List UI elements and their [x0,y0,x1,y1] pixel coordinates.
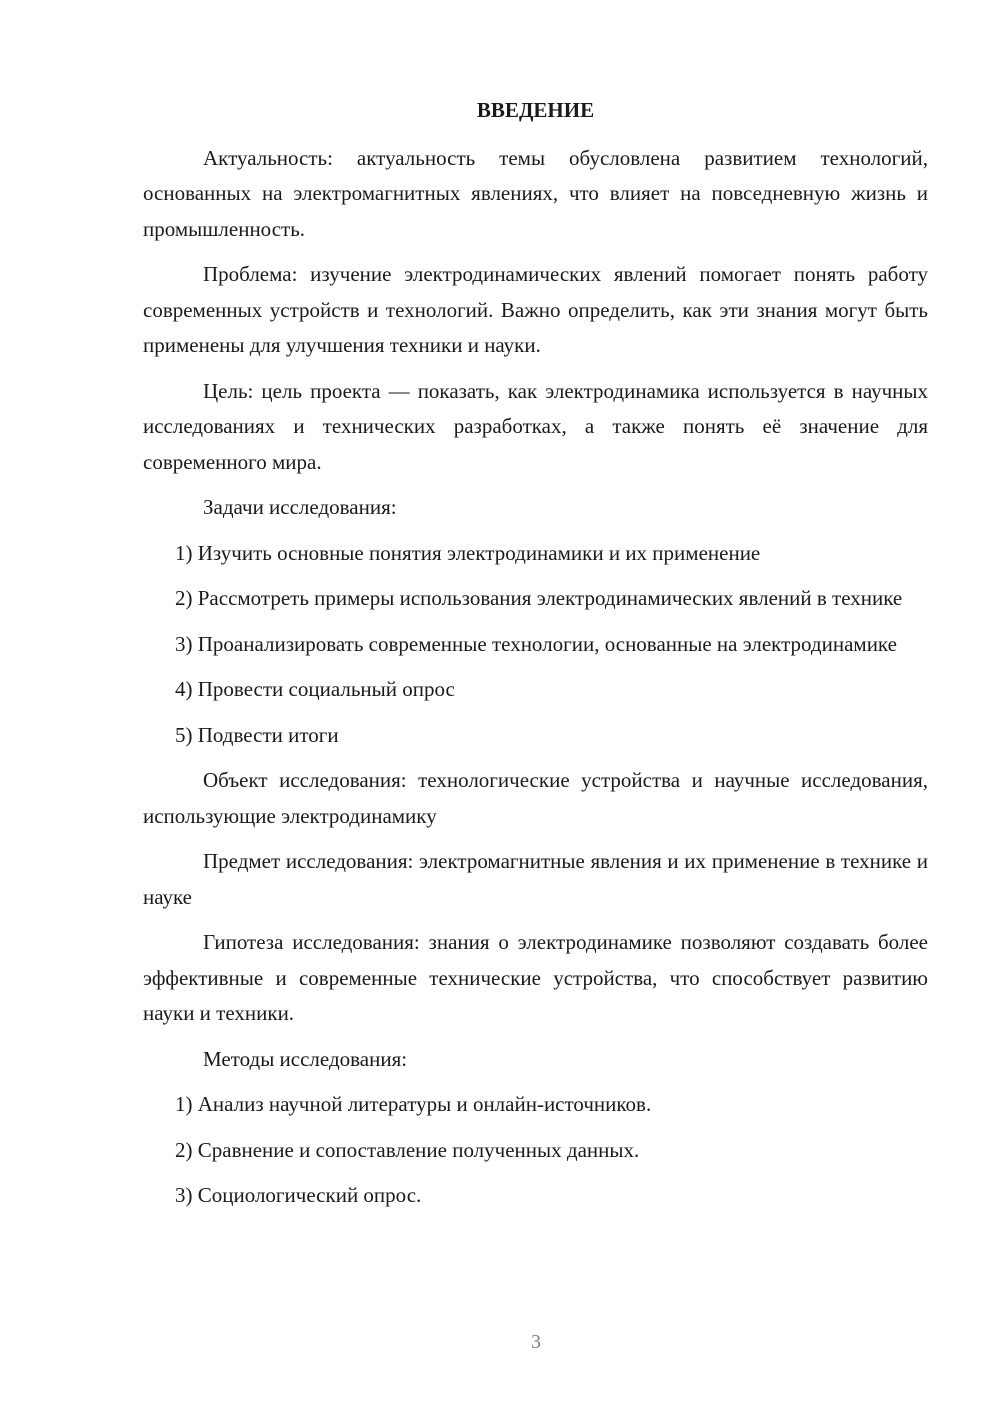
tasks-heading: Задачи исследования: [203,495,397,519]
object-paragraph: Объект исследования: технологические устройства и научные исследования, использующие электродинамику [143,768,928,828]
methods-heading: Методы исследования: [203,1046,408,1071]
page-number: 3 [531,1331,541,1353]
method-item: 2) Сравнение и сопоставление полученных данных. [175,1137,640,1162]
problem-paragraph: Проблема: изучение электродинамических явлений помогает понять работу современных устройств и технологий. Важно определить, как эти знания могут быть применены для улучшения техники и науки. [143,262,928,357]
hypothesis-paragraph: Гипотеза исследования: знания о электродинамике позволяют создавать более эффективные и современные технические устройства, что способствует развитию науки и техники. [143,930,928,1025]
subject-paragraph: Предмет исследования: электромагнитные явления и их применение в технике и науке [143,849,928,909]
task-item: 5) Подвести итоги [175,722,339,747]
goal-paragraph: Цель: цель проекта — показать, как электродинамика используется в научных исследованиях и технических разработках, а также понять её значение для современного мира. [143,378,928,474]
section-title: ВВЕДЕНИЕ [476,98,595,122]
method-item: 3) Социологический опрос. [175,1183,422,1207]
page-content [143,93,928,1224]
method-item: 1) Анализ научной литературы и онлайн-источников. [175,1092,652,1116]
task-item: 2) Рассмотреть примеры использования электродинамических явлений в технике [175,586,903,610]
task-item: 4) Провести социальный опрос [175,677,455,701]
relevance-paragraph: Актуальность: актуальность темы обусловлена развитием технологий, основанных на электромагнитных явлениях, что влияет на повседневную жизнь и промышленность. [143,145,928,241]
task-item: 1) Изучить основные понятия электродинамики и их применение [175,540,761,565]
task-item: 3) Проанализировать современные технологии, основанные на электродинамике [175,631,897,656]
